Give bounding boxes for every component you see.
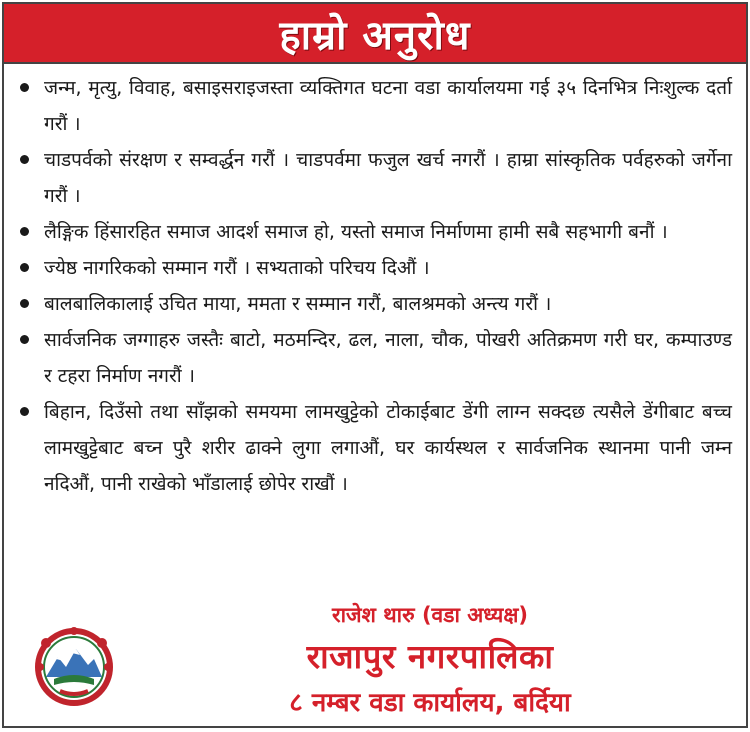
- bullet-icon: [20, 263, 29, 272]
- list-item: [44, 322, 732, 394]
- list-item: [44, 250, 732, 286]
- list-item-text: बिहान, दिउँसो तथा साँझको समयमा लामखुट्टेको टोकाईबाट डेंगी लाग्न सक्दछ त्यसैले डेंगीबाट बच्च लामखुट्टेबाट बच्न पुरै शरीर ढाक्ने लुगा लगाऔं, घर कार्यस्थल र सार्वजनिक स्थानमा पानी जम्न नदिऔं, पानी राखेको भाँडालाई छोपेर राखौं ।: [44, 401, 732, 495]
- signatory-name: राजेश थारु (वडा अध्यक्ष): [332, 603, 528, 627]
- list-item-text: लैङ्गिक हिंसारहित समाज आदर्श समाज हो, यस्तो समाज निर्माणमा हामी सबै सहभागी बनौं ।: [44, 221, 668, 243]
- list-item-text: सार्वजनिक जग्गाहरु जस्तैः बाटो, मठमन्दिर, ढल, नाला, चौक, पोखरी अतिक्रमण गरी घर, कम्पाउण्ड र टहरा निर्माण नगरौं ।: [44, 329, 732, 387]
- list-item: [44, 394, 732, 502]
- list-item-text: जन्म, मृत्यु, विवाह, बसाइसराइजस्ता व्यक्तिगत घटना वडा कार्यालयमा गई ३५ दिनभित्र निःशुल्क दर्ता गरौं ।: [44, 77, 732, 135]
- bullet-icon: [20, 407, 29, 416]
- list-item-text: बालबालिकालाई उचित माया, ममता र सम्मान गरौं, बालश्रमको अन्त्य गरौं ।: [44, 293, 552, 315]
- bullet-icon: [20, 227, 29, 236]
- header-banner: [4, 4, 746, 64]
- bullet-icon: [20, 299, 29, 308]
- bullet-icon: [20, 83, 29, 92]
- list-item-text: ज्येष्ठ नागरिकको सम्मान गरौं । सभ्यताको परिचय दिऔं ।: [44, 257, 430, 279]
- bullet-icon: [20, 335, 29, 344]
- list-item: [44, 286, 732, 322]
- request-list: [4, 64, 746, 502]
- ward-office: ८ नम्बर वडा कार्यालय, बर्दिया: [289, 688, 571, 718]
- list-item: [44, 70, 732, 142]
- municipality-name: राजापुर नगरपालिका: [306, 637, 554, 676]
- footer: [4, 601, 746, 726]
- list-item-text: चाडपर्वको संरक्षण र सम्वर्द्धन गरौं । चाडपर्वमा फजुल खर्च नगरौं । हाम्रा सांस्कृतिक पर्वहरुको जर्गेना गरौं ।: [44, 149, 732, 207]
- notice-panel: [2, 2, 748, 728]
- list-item: [44, 142, 732, 214]
- bullet-icon: [20, 155, 29, 164]
- nepal-government-emblem-icon: [32, 623, 116, 707]
- list-item: [44, 214, 732, 250]
- page-title: हाम्रो अनुरोध: [279, 12, 471, 59]
